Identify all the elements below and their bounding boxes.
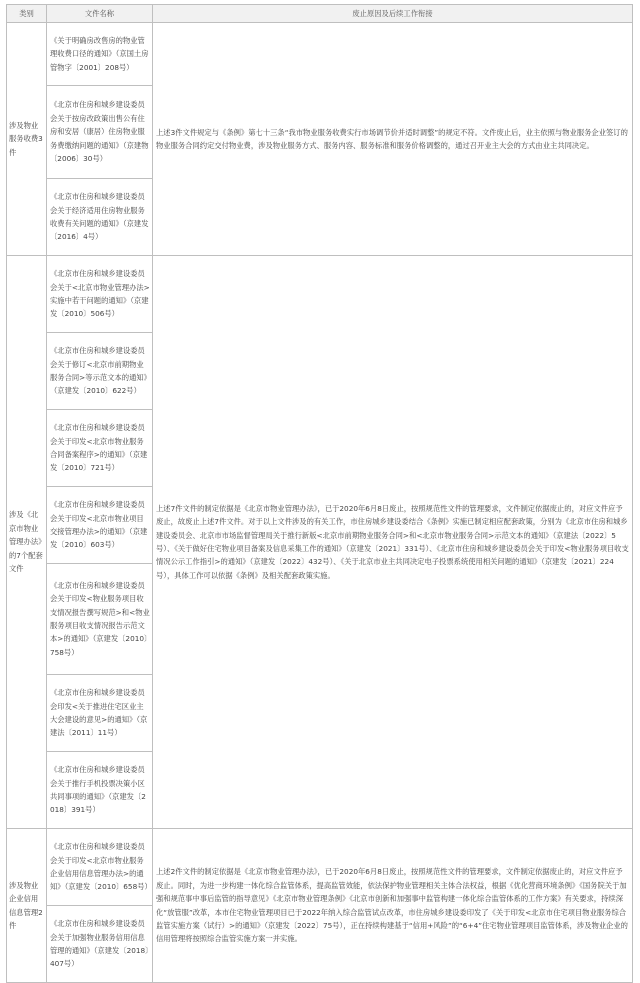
document-name-cell: 《北京市住房和城乡建设委员会关于<北京市物业管理办法>实施中若干问题的通知》（京建发〔2010〕506号） — [47, 256, 153, 333]
header-reason: 废止原因及后续工作衔接 — [153, 5, 633, 23]
document-name-cell: 《北京市住房和城乡建设委员会关于加强物业服务信用信息管理的通知》（京建发〔2018〕407号） — [47, 906, 153, 983]
header-filename: 文件名称 — [47, 5, 153, 23]
table-row — [7, 829, 633, 906]
document-name-cell: 《北京市住房和城乡建设委员会关于修订<北京市前期物业服务合同>等示范文本的通知》（京建发〔2010〕622号） — [47, 333, 153, 410]
document-name-cell: 《北京市住房和城乡建设委员会关于印发<物业服务项目收支情况报告撰写规范>和<物业服务项目收支情况报告示范文本>的通知》（京建发〔2010〕758号） — [47, 564, 153, 675]
table-row — [7, 256, 633, 333]
abolished-documents-table — [6, 4, 633, 983]
category-cell: 涉及《北京市物业管理办法》的7个配套文件 — [7, 256, 47, 829]
document-name-cell: 《北京市住房和城乡建设委员会关于印发<北京市物业服务合同备案程序>的通知》（京建发〔2010〕721号） — [47, 410, 153, 487]
category-cell: 涉及物业企业信用信息管理2件 — [7, 829, 47, 983]
category-cell: 涉及物业服务收费3件 — [7, 23, 47, 256]
table-header-row — [7, 5, 633, 23]
header-category: 类别 — [7, 5, 47, 23]
table-row — [7, 23, 633, 86]
document-name-cell: 《北京市住房和城乡建设委员会关于经济适用住房物业服务收费有关问题的通知》（京建发〔2016〕4号） — [47, 179, 153, 256]
reason-cell: 上述3件文件规定与《条例》第七十三条“我市物业服务收费实行市场调节价并适时调整”的规定不符。文件废止后，业主依照与物业服务企业签订的物业服务合同约定交付物业费，涉及物业服务方式、服务内容、服务标准和服务价格调整的，通过召开业主大会的方式由业主共同决定。 — [153, 23, 633, 256]
document-name-cell: 《北京市住房和城乡建设委员会关于印发<北京市物业项目交接管理办法>的通知》（京建发〔2010〕603号） — [47, 487, 153, 564]
document-name-cell: 《北京市住房和城乡建设委员会关于印发<北京市物业服务企业信用信息管理办法>的通知》（京建发〔2010〕658号） — [47, 829, 153, 906]
document-name-cell: 《北京市住房和城乡建设委员会关于推行手机投票决策小区共同事项的通知》（京建发〔2018〕391号） — [47, 752, 153, 829]
reason-cell: 上述2件文件的制定依据是《北京市物业管理办法》，已于2020年6月8日废止，按照规范性文件的管理要求，文件制定依据废止的，对应文件应予废止。同时，为进一步构建一体化综合监管体系，提高监管效能，依法保护物业管理相关主体合法权益，根据《优化营商环境条例》《国务院关于加强和规范事中事后监管的指导意见》《北京市物业管理条例》《北京市创新和加强事中监管构建一体化综合监管体系的工作方案》有关要求，持续深化“放管服”改革，本市住宅物业管理项目已于2022年纳入综合监管试点改革，市住房城乡建设委印发了《关于印发<北京市住宅项目物业服务综合监管实施方案（试行）>的通知》（京建发〔2022〕75号），正在持续构建基于“信用+风险”的“6+4”住宅物业管理项目监管体系，涉及物业企业的信用管理将按照综合监管实施方案一并实施。 — [153, 829, 633, 983]
document-name-cell: 《关于明确房改售房的物业管理收费口径的通知》（京国土房管物字〔2001〕208号） — [47, 23, 153, 86]
document-name-cell: 《北京市住房和城乡建设委员会关于按房改政策出售公有住房和安居（康居）住房物业服务费缴纳问题的通知》（京建物〔2006〕30号） — [47, 86, 153, 179]
reason-cell: 上述7件文件的制定依据是《北京市物业管理办法》，已于2020年6月8日废止，按照规范性文件的管理要求，文件制定依据废止的，对应文件应予废止，故废止上述7件文件。对于以上文件涉及的有关工作，市住房城乡建设委结合《条例》实施已制定相应配套政策，分别为《北京市住房和城乡建设委员会、北京市市场监督管理局关于推行新版<北京市前期物业服务合同>和<北京市物业服务合同>示范文本的通知》（京建法〔2022〕5号）、《关于做好住宅物业项目备案及信息采集工作的通知》（京建发〔2021〕331号）、《北京市住房和城乡建设委员会关于印发<物业服务项目收支情况公示工作指引>的通知》（京建发〔2022〕432号）、《关于北京市业主共同决定电子投票系统使用相关问题的通知》（京建发〔2021〕224号），具体工作可以依据《条例》及相关配套政策实施。 — [153, 256, 633, 829]
document-name-cell: 《北京市住房和城乡建设委员会印发<关于推进住宅区业主大会建设的意见>的通知》（京建法〔2011〕11号） — [47, 675, 153, 752]
